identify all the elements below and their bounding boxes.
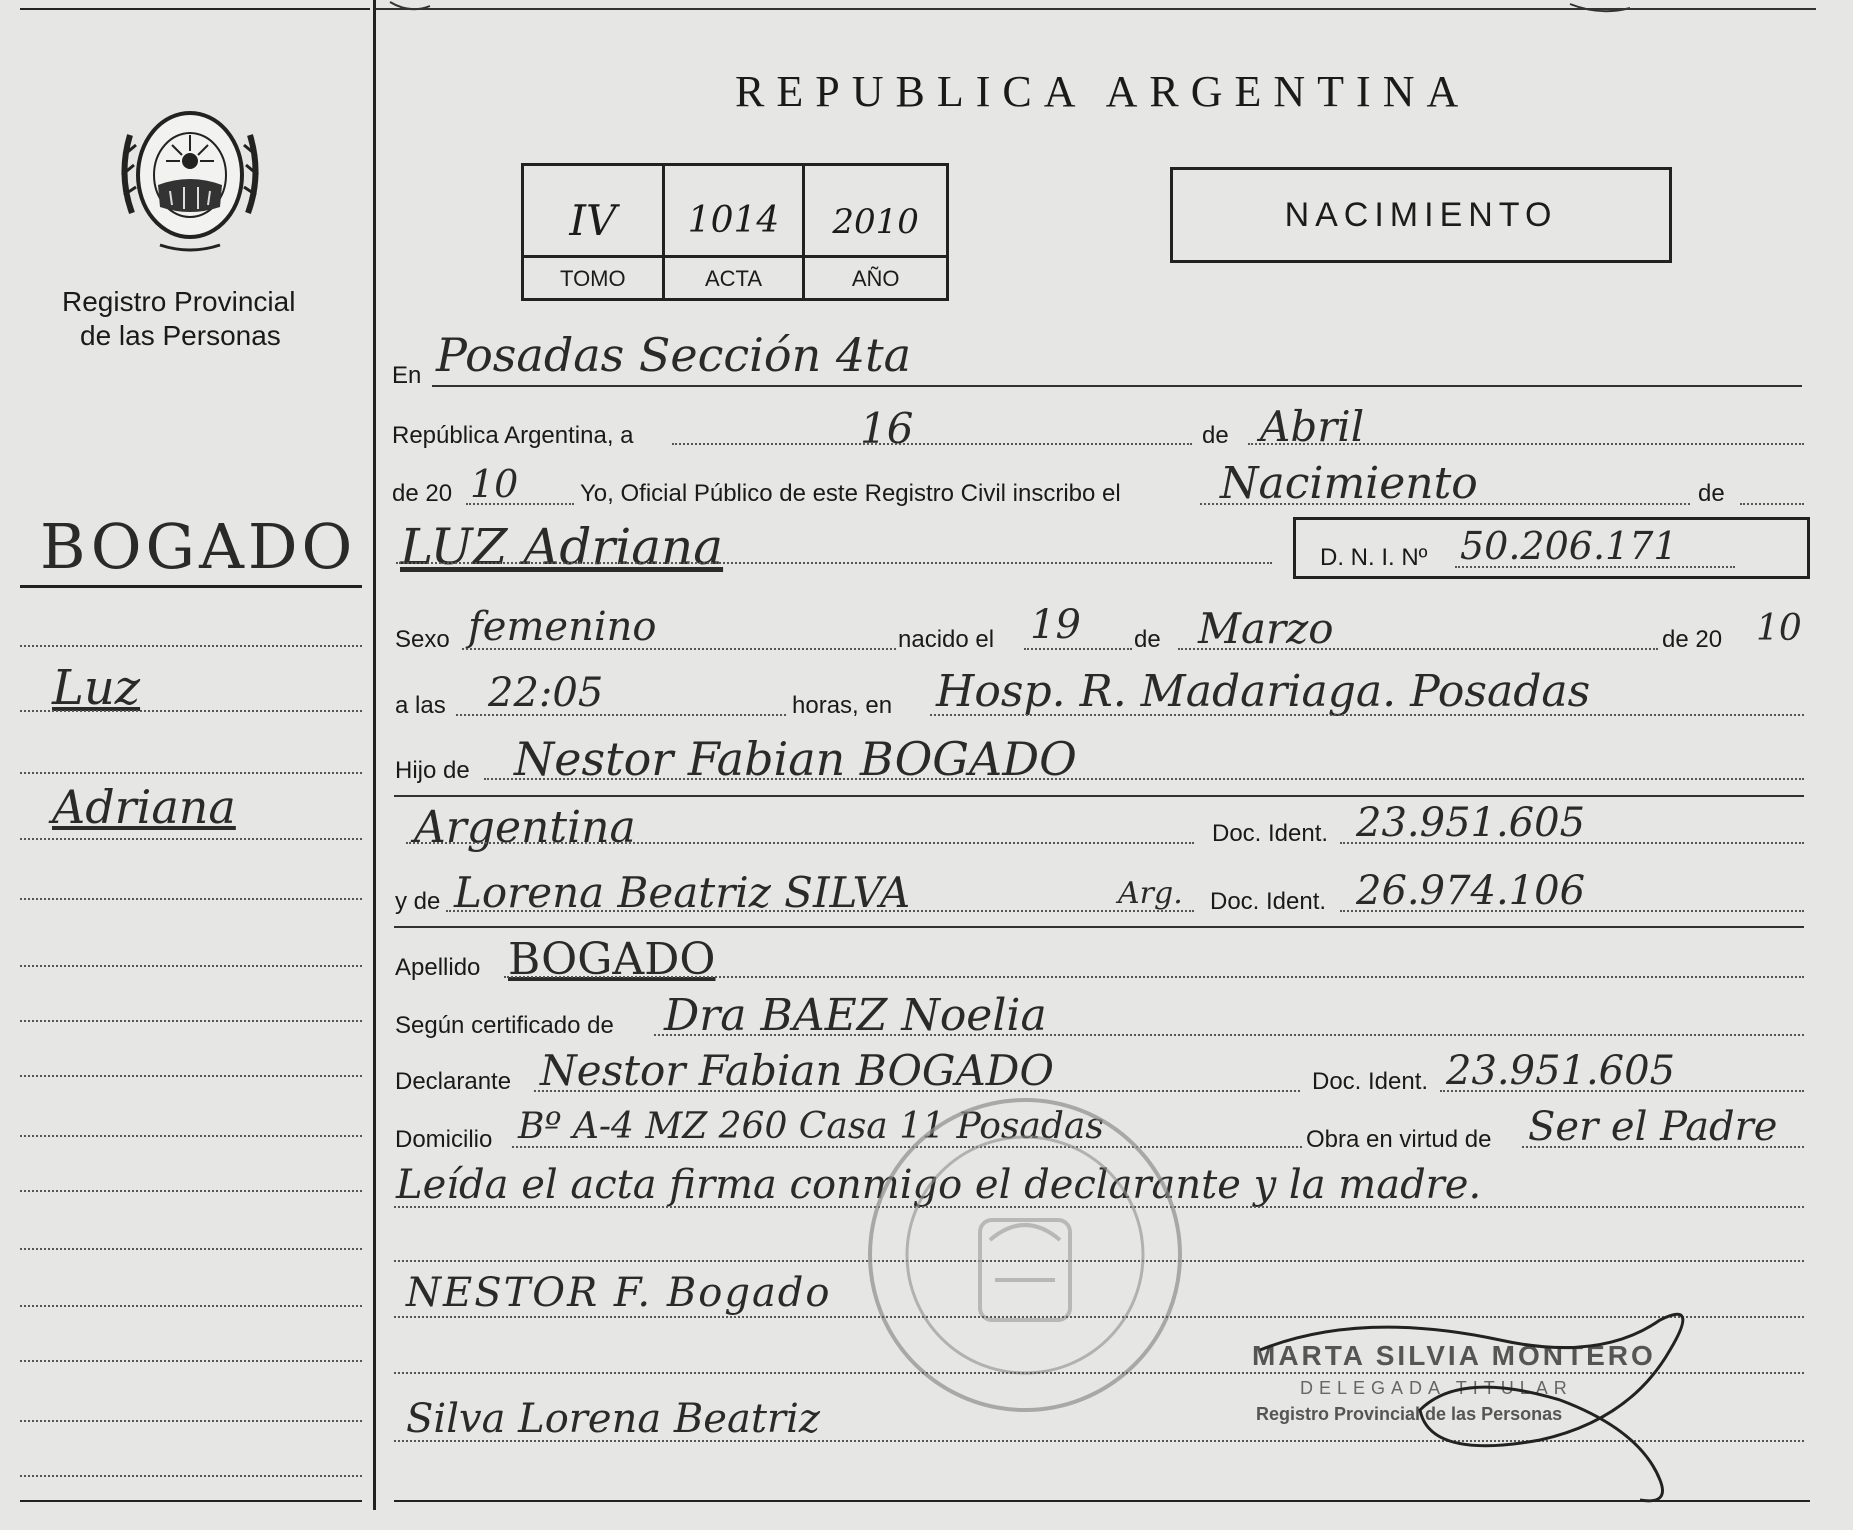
label-dni: D. N. I. Nº bbox=[1320, 544, 1428, 571]
country-title: REPUBLICA ARGENTINA bbox=[735, 67, 1471, 116]
label-yo-oficial: Yo, Oficial Público de este Registro Civil inscribo el bbox=[580, 480, 1121, 507]
registry-name-line1: Registro Provincial bbox=[62, 286, 296, 317]
value-birth-day: 19 bbox=[1030, 602, 1081, 648]
margin-dotted-12 bbox=[20, 1305, 362, 1307]
acta-label: ACTA bbox=[665, 258, 806, 298]
official-signature bbox=[1240, 1290, 1710, 1510]
value-father-nationality: Argentina bbox=[414, 802, 636, 853]
margin-bottom-line bbox=[20, 1500, 362, 1502]
label-de-event: de bbox=[1698, 480, 1725, 507]
margin-dotted-10 bbox=[20, 1190, 362, 1192]
value-declarant-doc: 23.951.605 bbox=[1446, 1048, 1676, 1094]
label-de-birth-month: de bbox=[1134, 626, 1161, 653]
margin-dotted-2 bbox=[20, 710, 362, 712]
margin-dotted-4 bbox=[20, 838, 362, 840]
value-year-suffix: 10 bbox=[470, 462, 519, 506]
label-nacido-el: nacido el bbox=[898, 626, 995, 653]
value-time: 22:05 bbox=[488, 670, 604, 716]
official-round-stamp bbox=[860, 1090, 1190, 1420]
value-closing-line: Leída el acta firma conmigo el declarante y la madre. bbox=[396, 1162, 1482, 1208]
stamp-official-title: DELEGADA TITULAR bbox=[1300, 1378, 1573, 1398]
margin-name-2: Adriana bbox=[52, 780, 236, 834]
value-dni: 50.206.171 bbox=[1460, 524, 1678, 568]
value-father: Nestor Fabian BOGADO bbox=[514, 732, 1077, 786]
line-father-2 bbox=[394, 795, 1804, 797]
column-divider bbox=[373, 0, 376, 1510]
left-top-line bbox=[20, 8, 370, 10]
value-by-virtue-of: Ser el Padre bbox=[1528, 1104, 1778, 1150]
label-en: En bbox=[392, 362, 422, 389]
line-dni bbox=[1455, 566, 1735, 568]
line-child-name bbox=[396, 562, 1272, 564]
registry-name-line2: de las Personas bbox=[80, 320, 281, 351]
margin-dotted-13 bbox=[20, 1360, 362, 1362]
value-event: Nacimiento bbox=[1220, 458, 1478, 509]
line-mother-doc bbox=[1340, 910, 1804, 912]
line-father-doc bbox=[1340, 842, 1804, 844]
margin-dotted-6 bbox=[20, 965, 362, 967]
value-birth-year-suffix: 10 bbox=[1756, 608, 1802, 649]
signature-mother: Silva Lorena Beatriz bbox=[406, 1396, 820, 1442]
label-doc-ident-declarant: Doc. Ident. bbox=[1312, 1068, 1429, 1095]
label-sexo: Sexo bbox=[395, 626, 450, 653]
value-mother-nationality: Arg. bbox=[1118, 876, 1183, 911]
label-doc-ident-father: Doc. Ident. bbox=[1212, 820, 1329, 847]
value-mother-doc: 26.974.106 bbox=[1356, 868, 1586, 914]
line-time bbox=[456, 714, 786, 716]
margin-dotted-1 bbox=[20, 645, 362, 647]
margin-dotted-5 bbox=[20, 898, 362, 900]
ano-value: 2010 bbox=[805, 166, 946, 258]
value-sex: femenino bbox=[468, 604, 657, 650]
margin-dotted-11 bbox=[20, 1248, 362, 1250]
value-child-name: LUZ Adriana bbox=[400, 518, 724, 576]
line-en bbox=[432, 385, 1802, 387]
line-day bbox=[672, 443, 1192, 445]
value-address: Bº A-4 MZ 260 Casa 11 Posadas bbox=[518, 1106, 1104, 1147]
stamp-official-office: Registro Provincial de las Personas bbox=[1256, 1404, 1563, 1424]
margin-dotted-8 bbox=[20, 1075, 362, 1077]
margin-dotted-15 bbox=[20, 1475, 362, 1477]
line-month bbox=[1248, 443, 1804, 445]
label-de-month: de bbox=[1202, 422, 1229, 449]
act-type-label: NACIMIENTO bbox=[1284, 196, 1558, 234]
value-certificate-by: Dra BAEZ Noelia bbox=[664, 990, 1047, 1041]
value-place: Posadas Sección 4ta bbox=[436, 328, 912, 382]
value-declarant: Nestor Fabian BOGADO bbox=[540, 1046, 1054, 1095]
label-doc-ident-mother: Doc. Ident. bbox=[1210, 888, 1327, 915]
label-segun-certificado: Según certificado de bbox=[395, 1012, 614, 1039]
label-obra-en-virtud: Obra en virtud de bbox=[1306, 1126, 1492, 1153]
line-event bbox=[1200, 503, 1690, 505]
line-surname bbox=[504, 976, 1804, 978]
line-birth-place bbox=[930, 714, 1804, 716]
margin-surname: BOGADO bbox=[40, 510, 357, 583]
margin-dotted-3 bbox=[20, 772, 362, 774]
acta-value: 1014 bbox=[665, 166, 806, 258]
value-surname: BOGADO bbox=[508, 934, 716, 985]
value-day: 16 bbox=[860, 404, 914, 453]
line-declarant-doc bbox=[1440, 1090, 1804, 1092]
label-domicilio: Domicilio bbox=[395, 1126, 493, 1153]
seal-ring-text bbox=[0, 0, 1, 1]
line-father-nationality bbox=[406, 842, 1194, 844]
label-declarante: Declarante bbox=[395, 1068, 512, 1095]
value-father-doc: 23.951.605 bbox=[1356, 800, 1586, 846]
tomo-value: IV bbox=[524, 166, 665, 258]
label-de-20: de 20 bbox=[392, 480, 453, 507]
stamp-official-name: MARTA SILVIA MONTERO bbox=[1252, 1340, 1656, 1371]
line-certificate-by bbox=[654, 1034, 1804, 1036]
tomo-label: TOMO bbox=[524, 258, 665, 298]
line-birth-month bbox=[1178, 648, 1658, 650]
label-a-las: a las bbox=[395, 692, 446, 719]
line-sex bbox=[462, 648, 896, 650]
top-cut-handwriting bbox=[370, 0, 1670, 20]
label-y-de: y de bbox=[395, 888, 441, 915]
label-republica-a: República Argentina, a bbox=[392, 422, 634, 449]
value-birth-month: Marzo bbox=[1198, 604, 1334, 653]
margin-dotted-7 bbox=[20, 1020, 362, 1022]
label-hijo-de: Hijo de bbox=[395, 757, 470, 784]
ano-label: AÑO bbox=[851, 266, 900, 291]
record-box bbox=[521, 163, 949, 301]
line-mother bbox=[446, 910, 1194, 912]
act-type-box bbox=[1170, 167, 1672, 263]
line-birth-day bbox=[1024, 648, 1132, 650]
label-de-20-birth: de 20 bbox=[1662, 626, 1723, 653]
signature-father: NESTOR F. Bogado bbox=[406, 1270, 832, 1316]
value-mother: Lorena Beatriz SILVA bbox=[454, 868, 911, 917]
line-mother-2 bbox=[394, 926, 1804, 928]
line-year bbox=[466, 503, 574, 505]
label-horas-en: horas, en bbox=[792, 692, 893, 719]
margin-dotted-14 bbox=[20, 1420, 362, 1422]
value-birth-place: Hosp. R. Madariaga. Posadas bbox=[936, 666, 1591, 717]
margin-name-1: Luz bbox=[52, 660, 141, 716]
line-father bbox=[484, 778, 1804, 780]
line-by-virtue-of bbox=[1522, 1146, 1804, 1148]
margin-line-1 bbox=[20, 585, 362, 588]
misiones-seal bbox=[110, 95, 270, 255]
margin-dotted-9 bbox=[20, 1135, 362, 1137]
value-month: Abril bbox=[1260, 402, 1365, 451]
line-de-end bbox=[1740, 503, 1804, 505]
label-apellido: Apellido bbox=[395, 954, 481, 981]
